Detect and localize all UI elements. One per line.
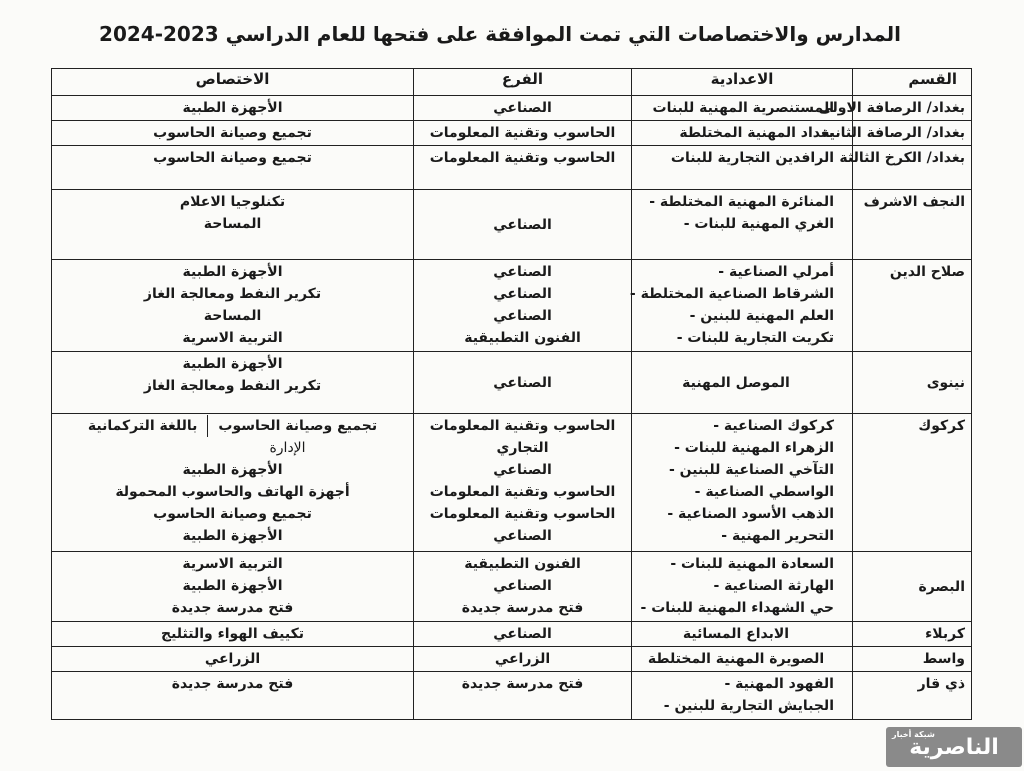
- cell-department: نينوى: [853, 352, 972, 414]
- table-row: [52, 96, 972, 121]
- cell-branch: الحاسوب وتقنية المعلومات التجاري الصناعي الحاسوب وتقنية المعلومات الحاسوب وتقنية المعلومات الصناعي: [414, 414, 632, 552]
- cell-school: الابداع المسائية: [632, 622, 853, 647]
- cell-school: المستنصرية المهنية للبنات: [632, 96, 853, 121]
- header-specialization: الاختصاص: [52, 69, 414, 96]
- cell-specialization: تكييف الهواء والتثليج: [52, 622, 414, 647]
- logo-text: الناصرية: [909, 734, 999, 760]
- bracket-divider: [207, 415, 208, 437]
- cell-department: البصرة: [853, 552, 972, 622]
- cell-specialization: تجميع وصيانة الحاسوب باللغة التركمانية الإدارة الأجهزة الطبية أجهزة الهاتف والحاسوب المحمولة تجميع وصيانة الحاسوب الأجهزة الطبية: [52, 414, 414, 552]
- cell-department: ذي قار: [853, 672, 972, 720]
- cell-school: الموصل المهنية: [632, 352, 853, 414]
- cell-school: الفهود المهنية - الجبايش التجارية للبنين -: [632, 672, 853, 720]
- cell-specialization: الأجهزة الطبية تكرير النفط ومعالجة الغاز: [52, 352, 414, 414]
- cell-department: النجف الاشرف: [853, 190, 972, 260]
- table-row: [52, 647, 972, 672]
- cell-department: بغداد/ الرصافة الاولى: [853, 96, 972, 121]
- cell-school: كركوك الصناعية - الزهراء المهنية للبنات - التآخي الصناعية للبنين - الواسطي الصناعية - الذهب الأسود الصناعية - التحرير المهنية -: [632, 414, 853, 552]
- table-row: [52, 552, 972, 622]
- cell-school: المنائرة المهنية المختلطة - الغري المهنية للبنات -: [632, 190, 853, 260]
- table-row: [52, 352, 972, 414]
- cell-branch: الصناعي: [414, 622, 632, 647]
- cell-school: بغداد المهنية المختلطة: [632, 121, 853, 146]
- cell-department: واسط: [853, 647, 972, 672]
- cell-department: كربلاء: [853, 622, 972, 647]
- cell-school: أمرلي الصناعية - الشرقاط الصناعية المختلطة - العلم المهنية للبنين - تكريت التجارية للبنات -: [632, 260, 853, 352]
- cell-branch: الحاسوب وتقنية المعلومات: [414, 121, 632, 146]
- cell-specialization: تكنلوجيا الاعلام المساحة: [52, 190, 414, 260]
- cell-specialization: تجميع وصيانة الحاسوب: [52, 146, 414, 190]
- table-header-row: [52, 69, 972, 96]
- table-row: [52, 414, 972, 552]
- cell-specialization: فتح مدرسة جديدة: [52, 672, 414, 720]
- cell-specialization: الأجهزة الطبية تكرير النفط ومعالجة الغاز المساحة التربية الاسرية: [52, 260, 414, 352]
- table-row: [52, 121, 972, 146]
- cell-school: السعادة المهنية للبنات - الهارثة الصناعية - حي الشهداء المهنية للبنات -: [632, 552, 853, 622]
- cell-branch: الحاسوب وتقنية المعلومات: [414, 146, 632, 190]
- header-school: الاعدادية: [632, 69, 853, 96]
- cell-department: بغداد/ الكرخ الثالثة: [853, 146, 972, 190]
- table-row: [52, 672, 972, 720]
- schools-table: [51, 68, 972, 720]
- cell-branch: الصناعي: [414, 352, 632, 414]
- cell-branch: الصناعي: [414, 96, 632, 121]
- cell-department: بغداد/ الرصافة الثانية: [853, 121, 972, 146]
- cell-branch: فتح مدرسة جديدة: [414, 672, 632, 720]
- cell-branch: الفنون التطبيقية الصناعي فتح مدرسة جديدة: [414, 552, 632, 622]
- cell-department: صلاح الدين: [853, 260, 972, 352]
- cell-branch: الصناعي الصناعي الصناعي الفنون التطبيقية: [414, 260, 632, 352]
- turkmen-note: باللغة التركمانية: [87, 418, 198, 434]
- table-row: [52, 190, 972, 260]
- table-row: [52, 260, 972, 352]
- cell-specialization: الأجهزة الطبية: [52, 96, 414, 121]
- header-department: القسم: [853, 69, 972, 96]
- title-text: المدارس والاختصاصات التي تمت الموافقة على فتحها للعام الدراسي 2023-2024: [99, 22, 901, 46]
- cell-specialization: التربية الاسرية الأجهزة الطبية فتح مدرسة جديدة: [52, 552, 414, 622]
- schools-table-sheet: [52, 68, 972, 714]
- cell-branch: الصناعي: [414, 190, 632, 260]
- turkmen-spec-row: تجميع وصيانة الحاسوب باللغة التركمانية: [58, 415, 407, 437]
- cell-department: كركوك: [853, 414, 972, 552]
- header-branch: الفرع: [414, 69, 632, 96]
- cell-branch: الزراعي: [414, 647, 632, 672]
- cell-specialization: تجميع وصيانة الحاسوب: [52, 121, 414, 146]
- table-row: [52, 146, 972, 190]
- cell-school: الصويرة المهنية المختلطة: [632, 647, 853, 672]
- watermark-logo: [886, 727, 1022, 767]
- table-row: [52, 622, 972, 647]
- cell-specialization: الزراعي: [52, 647, 414, 672]
- cell-school: الرافدين التجارية للبنات: [632, 146, 853, 190]
- logo-small-text: شبكة أخبار: [892, 730, 935, 739]
- page-title: [0, 22, 1024, 46]
